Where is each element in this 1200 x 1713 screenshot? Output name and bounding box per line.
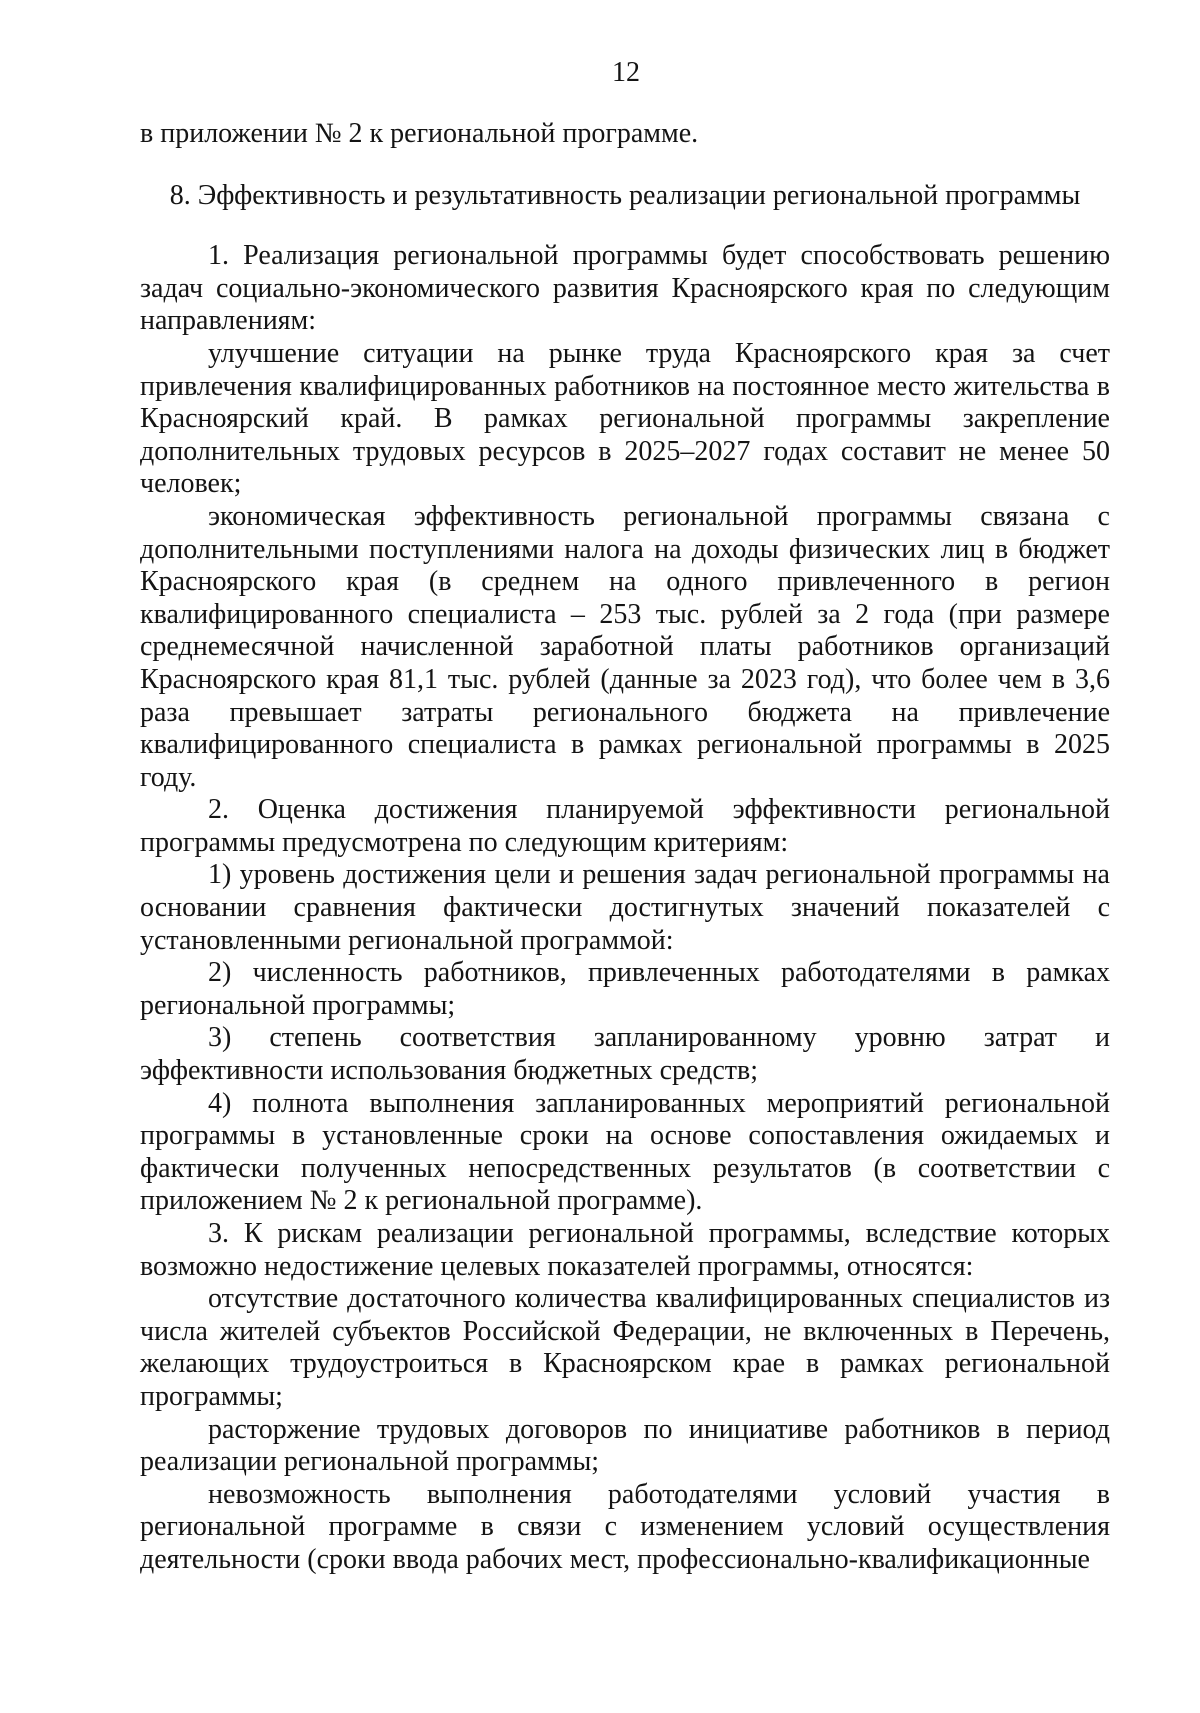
paragraph-item-1: 1. Реализация региональной программы будет способствовать решению задач социально-экономического развития Красноярского края по следующим направлениям:	[140, 240, 1110, 337]
paragraph-item-2: 2. Оценка достижения планируемой эффективности региональной программы предусмотрена по следующим критериям:	[140, 794, 1110, 858]
risk-3: невозможность выполнения работодателями условий участия в региональной программе в связи с изменением условий осуществления деятельности (сроки ввода рабочих мест, профессионально-квалификационные	[140, 1478, 1110, 1575]
criterion-2: 2) численность работников, привлеченных работодателями в рамках региональной программы;	[140, 957, 1110, 1021]
risk-2: расторжение трудовых договоров по инициативе работников в период реализации региональной программы;	[140, 1413, 1110, 1478]
page-number: 12	[612, 57, 640, 88]
section-heading: 8. Эффективность и результативность реализации региональной программы	[169, 179, 1081, 211]
continuation-line: в приложении № 2 к региональной программе.	[140, 118, 699, 149]
criterion-3: 3) степень соответствия запланированному уровню затрат и эффективности использования бюджетных средств;	[140, 1022, 1110, 1087]
risk-1: отсутствие достаточного количества квалифицированных специалистов из числа жителей субъектов Российской Федерации, не включенных в Перечень, желающих трудоустроиться в Красноярском крае в рамках региональной программы;	[140, 1283, 1110, 1412]
paragraph-labor-market: улучшение ситуации на рынке труда Красноярского края за счет привлечения квалифицированных работников на постоянное место жительства в Красноярский край. В рамках региональной программы закрепление дополнительных трудовых ресурсов в 2025–2027 годах составит не менее 50 человек;	[140, 337, 1110, 500]
document-body	[140, 118, 1110, 1577]
criterion-4: 4) полнота выполнения запланированных мероприятий региональной программы в установленные сроки на основе сопоставления ожидаемых и фактически полученных непосредственных результатов (в соответствии с приложением № 2 к региональной программе).	[140, 1087, 1110, 1217]
paragraph-economic-efficiency: экономическая эффективность региональной программы связана с дополнительными поступлениями налога на доходы физических лиц в бюджет Красноярского края (в среднем на одного привлеченного в регион квалифицированного специалиста – 253 тыс. рублей за 2 года (при размере среднемесячной начисленной заработной платы работников организаций Красноярского края 81,1 тыс. рублей (данные за 2023 год), что более чем в 3,6 раза превышает затраты регионального бюджета на привлечение квалифицированного специалиста в рамках региональной программы в 2025 году.	[140, 500, 1110, 793]
paragraph-item-3: 3. К рискам реализации региональной программы, вследствие которых возможно недостижение целевых показателей программы, относятся:	[140, 1218, 1110, 1282]
criterion-1: 1) уровень достижения цели и решения задач региональной программы на основании сравнения фактически достигнутых значений показателей с установленными региональной программой:	[140, 859, 1110, 956]
